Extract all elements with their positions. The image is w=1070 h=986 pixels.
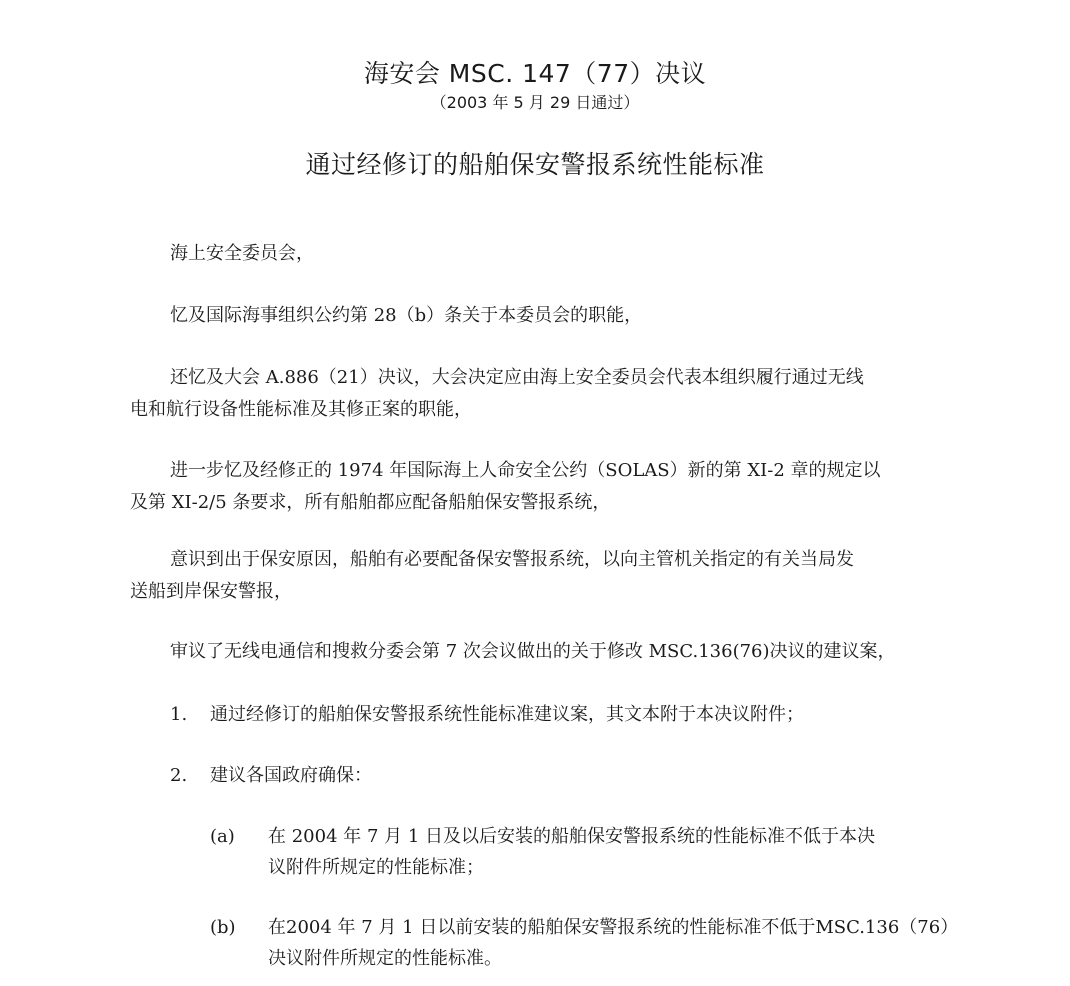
paragraph-recalling-further [130,362,942,426]
paragraph-text-line1: 意识到出于保安原因，船舶有必要配备保安警报系统，以向主管机关指定的有关当局发 [170,549,854,570]
paragraph-recalling [130,300,942,332]
paragraph-considering [130,636,942,668]
item-text: 通过经修订的船舶保安警报系统性能标准建议案，其文本附于本决议附件； [210,704,804,725]
paragraph-text-line2: 电和航行设备性能标准及其修正案的职能， [130,399,472,420]
sub-item-text-line1: 在 2004 年 7 月 1 日及以后安装的船舶保安警报系统的性能标准不低于本决 [268,826,876,847]
resolution-heading: 通过经修订的船舶保安警报系统性能标准 [305,150,765,179]
paragraph-text-line2: 及第 XI-2/5 条要求，所有船舶都应配备船舶保安警报系统， [130,492,611,513]
paragraph-solas [130,455,942,519]
paragraph-text-line1: 还忆及大会 A.886（21）决议，大会决定应由海上安全委员会代表本组织履行通过无线 [170,367,864,388]
sub-item-text-line1: 在2004 年 7 月 1 日以前安装的船舶保安警报系统的性能标准不低于MSC.136（76） [268,917,959,938]
item-text: 建议各国政府确保： [210,765,372,786]
paragraph-text: 审议了无线电通信和搜救分委会第 7 次会议做出的关于修改 MSC.136(76)决议的建议案， [170,641,896,662]
adoption-date: （2003 年 5 月 29 日通过） [430,93,640,112]
paragraph-text: 海上安全委员会， [170,243,314,264]
resolution-title: 海安会 MSC. 147（77）决议 [363,59,707,88]
paragraph-text-line2: 送船到岸保安警报， [130,581,292,602]
sub-item-label: (b) [210,917,236,938]
sub-item-text-line2: 决议附件所规定的性能标准。 [268,948,502,969]
paragraph-text-line1: 进一步忆及经修正的 1974 年国际海上人命安全公约（SOLAS）新的第 XI-2 章的规定以 [170,460,881,481]
sub-item-label: (a) [210,826,235,847]
item-number: 1. [170,704,188,725]
paragraph-committee [130,238,942,270]
paragraph-text: 忆及国际海事组织公约第 28（b）条关于本委员会的职能， [170,305,643,326]
paragraph-recognizing [130,544,942,608]
sub-item-text-line2: 议附件所规定的性能标准； [268,857,484,878]
item-number: 2. [170,765,188,786]
